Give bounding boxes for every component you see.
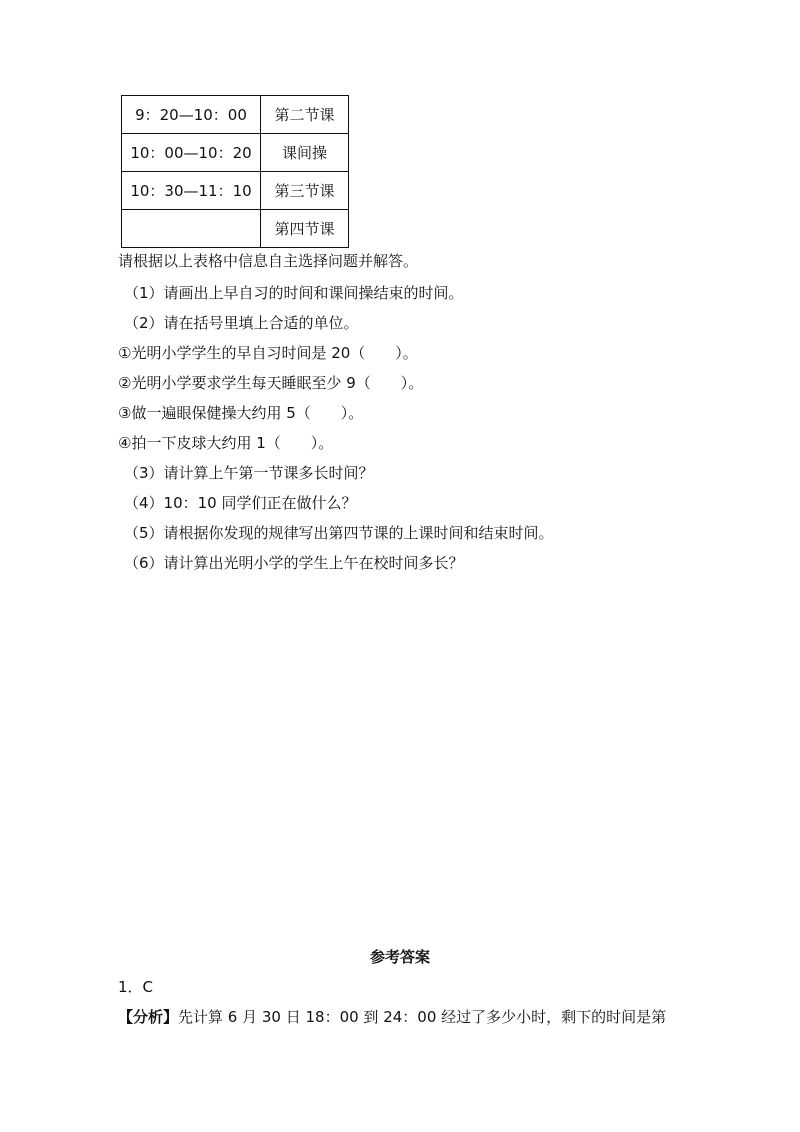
table-row <box>122 96 349 134</box>
table-row <box>122 172 349 210</box>
time-cell: 10：30—11：10 <box>122 172 261 210</box>
time-cell <box>122 210 261 248</box>
activity-cell: 第三节课 <box>261 172 349 210</box>
analysis-line <box>118 1007 666 1027</box>
analysis-text: 先计算 6 月 30 日 18：00 到 24：00 经过了多少小时，剩下的时间是第 <box>178 1008 667 1026</box>
question-3: （3）请计算上午第一节课多长时间？ <box>124 464 374 482</box>
time-cell: 9：20—10：00 <box>122 96 261 134</box>
schedule-table <box>121 95 349 248</box>
question-2c: ③做一遍眼保健操大约用 5（ ）。 <box>118 404 364 422</box>
question-2b: ②光明小学要求学生每天睡眠至少 9（ ）。 <box>118 374 424 392</box>
analysis-tag: 【分析】 <box>118 1008 179 1026</box>
answer-item-1: 1．C <box>118 978 154 996</box>
activity-cell: 第四节课 <box>261 210 349 248</box>
activity-cell: 第二节课 <box>261 96 349 134</box>
instruction-text: 请根据以上表格中信息自主选择问题并解答。 <box>118 252 419 270</box>
table-row <box>122 134 349 172</box>
activity-cell: 课间操 <box>261 134 349 172</box>
question-2: （2）请在括号里填上合适的单位。 <box>124 314 359 332</box>
answers-heading: 参考答案 <box>369 948 430 966</box>
question-5: （5）请根据你发现的规律写出第四节课的上课时间和结束时间。 <box>124 524 554 542</box>
question-4: （4）10：10 同学们正在做什么？ <box>124 494 357 512</box>
time-cell: 10：00—10：20 <box>122 134 261 172</box>
question-2d: ④拍一下皮球大约用 1（ ）。 <box>118 434 334 452</box>
question-2a: ①光明小学学生的早自习时间是 20（ ）。 <box>118 344 418 362</box>
table-row <box>122 210 349 248</box>
question-1: （1）请画出上早自习的时间和课间操结束的时间。 <box>124 284 464 302</box>
question-6: （6）请计算出光明小学的学生上午在校时间多长？ <box>124 554 464 572</box>
